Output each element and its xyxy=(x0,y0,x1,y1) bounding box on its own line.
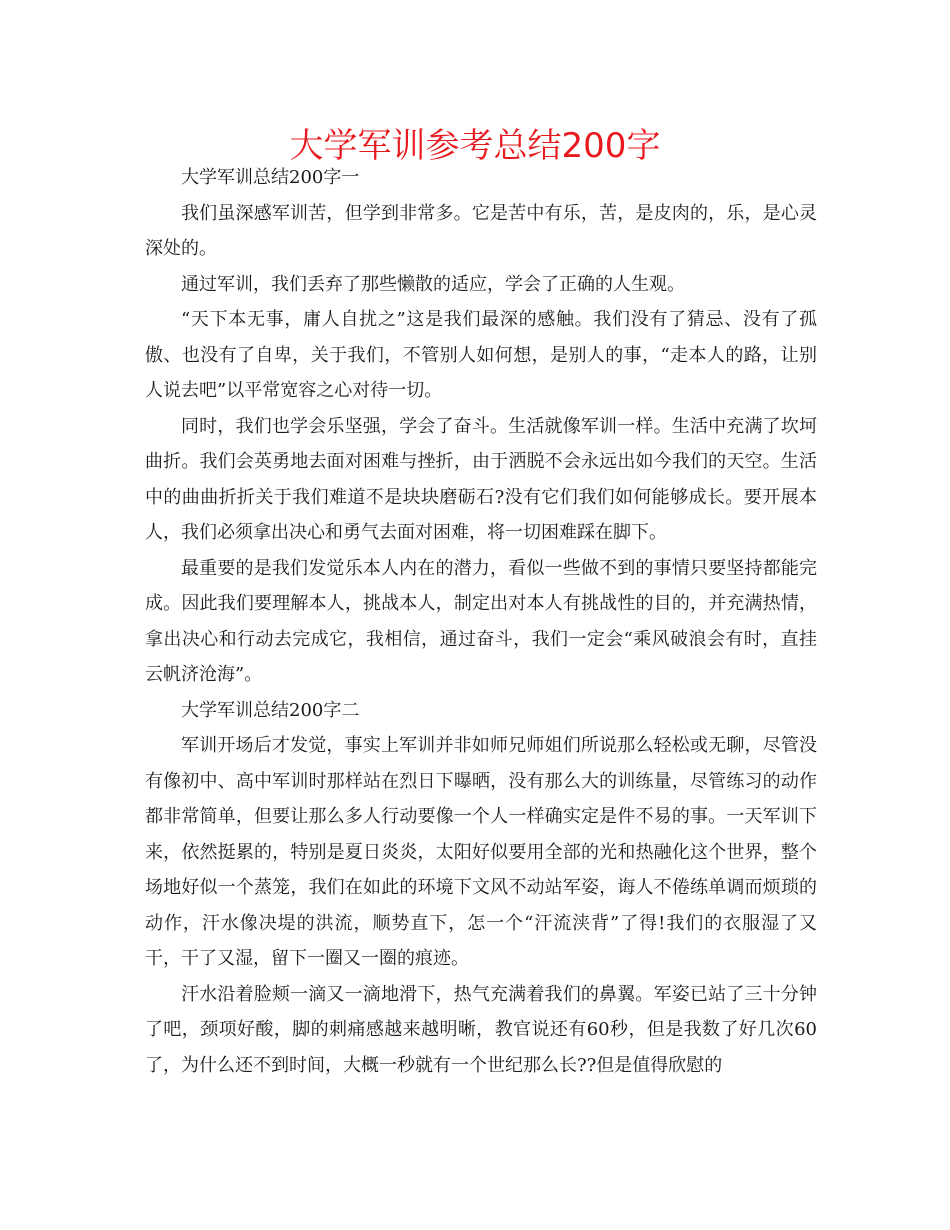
paragraph: 大学军训总结200字一 xyxy=(181,167,360,188)
paragraph: “天下本无事，庸人自扰之”这是我们最深的感触。我们没有了猜忌、没有了孤傲、也没有了自卑，关于我们，不管别人如何想，是别人的事，“走本人的路，让别人说去吧”以平常宽容之心对待一切。 xyxy=(145,309,817,401)
paragraph: 我们虽深感军训苦，但学到非常多。它是苦中有乐，苦，是皮肉的，乐，是心灵深处的。 xyxy=(145,202,817,259)
paragraph: 大学军训总结200字二 xyxy=(181,699,360,721)
document-body xyxy=(145,160,817,1083)
document-title: 大学军训参考总结200字 xyxy=(289,126,661,166)
paragraph: 军训开场后才发觉，事实上军训并非如师兄师姐们所说那么轻松或无聊，尽管没有像初中、高中军训时那样站在烈日下曝晒，没有那么大的训练量，尽管练习的动作都非常简单，但要让那么多人行动要像一个人一样确实定是件不易的事。一天军训下来，依然挺累的，特别是夏日炎炎，太阳好似要用全部的光和热融化这个世界，整个场地好似一个蒸笼，我们在如此的环境下文风不动站军姿，诲人不倦练单调而烦琐的动作，汗水像决堤的洪流，顺势直下，怎一个“汗流浃背”了得!我们的衣服湿了又干，干了又湿，留下一圈又一圈的痕迹。 xyxy=(145,735,817,969)
paragraph: 最重要的是我们发觉乐本人内在的潜力，看似一些做不到的事情只要坚持都能完成。因此我们要理解本人，挑战本人，制定出对本人有挑战性的目的，并充满热情，拿出决心和行动去完成它，我相信，通过奋斗，我们一定会“乘风破浪会有时，直挂云帆济沧海”。 xyxy=(145,557,817,685)
paragraph: 汗水沿着脸颊一滴又一滴地滑下，热气充满着我们的鼻翼。军姿已站了三十分钟了吧，颈项好酸，脚的刺痛感越来越明晰，教官说还有60秒，但是我数了好几次60了，为什么还不到时间，大概一秒就有一个世纪那么长??但是值得欣慰的 xyxy=(145,983,817,1076)
paragraph: 同时，我们也学会乐坚强，学会了奋斗。生活就像军训一样。生活中充满了坎坷曲折。我们会英勇地去面对困难与挫折，由于洒脱不会永远出如今我们的天空。生活中的曲曲折折关于我们难道不是块块磨砺石?没有它们我们如何能够成长。要开展本人，我们必须拿出决心和勇气去面对困难，将一切困难踩在脚下。 xyxy=(145,415,817,543)
paragraph: 通过军训，我们丢弃了那些懒散的适应，学会了正确的人生观。 xyxy=(181,273,685,295)
